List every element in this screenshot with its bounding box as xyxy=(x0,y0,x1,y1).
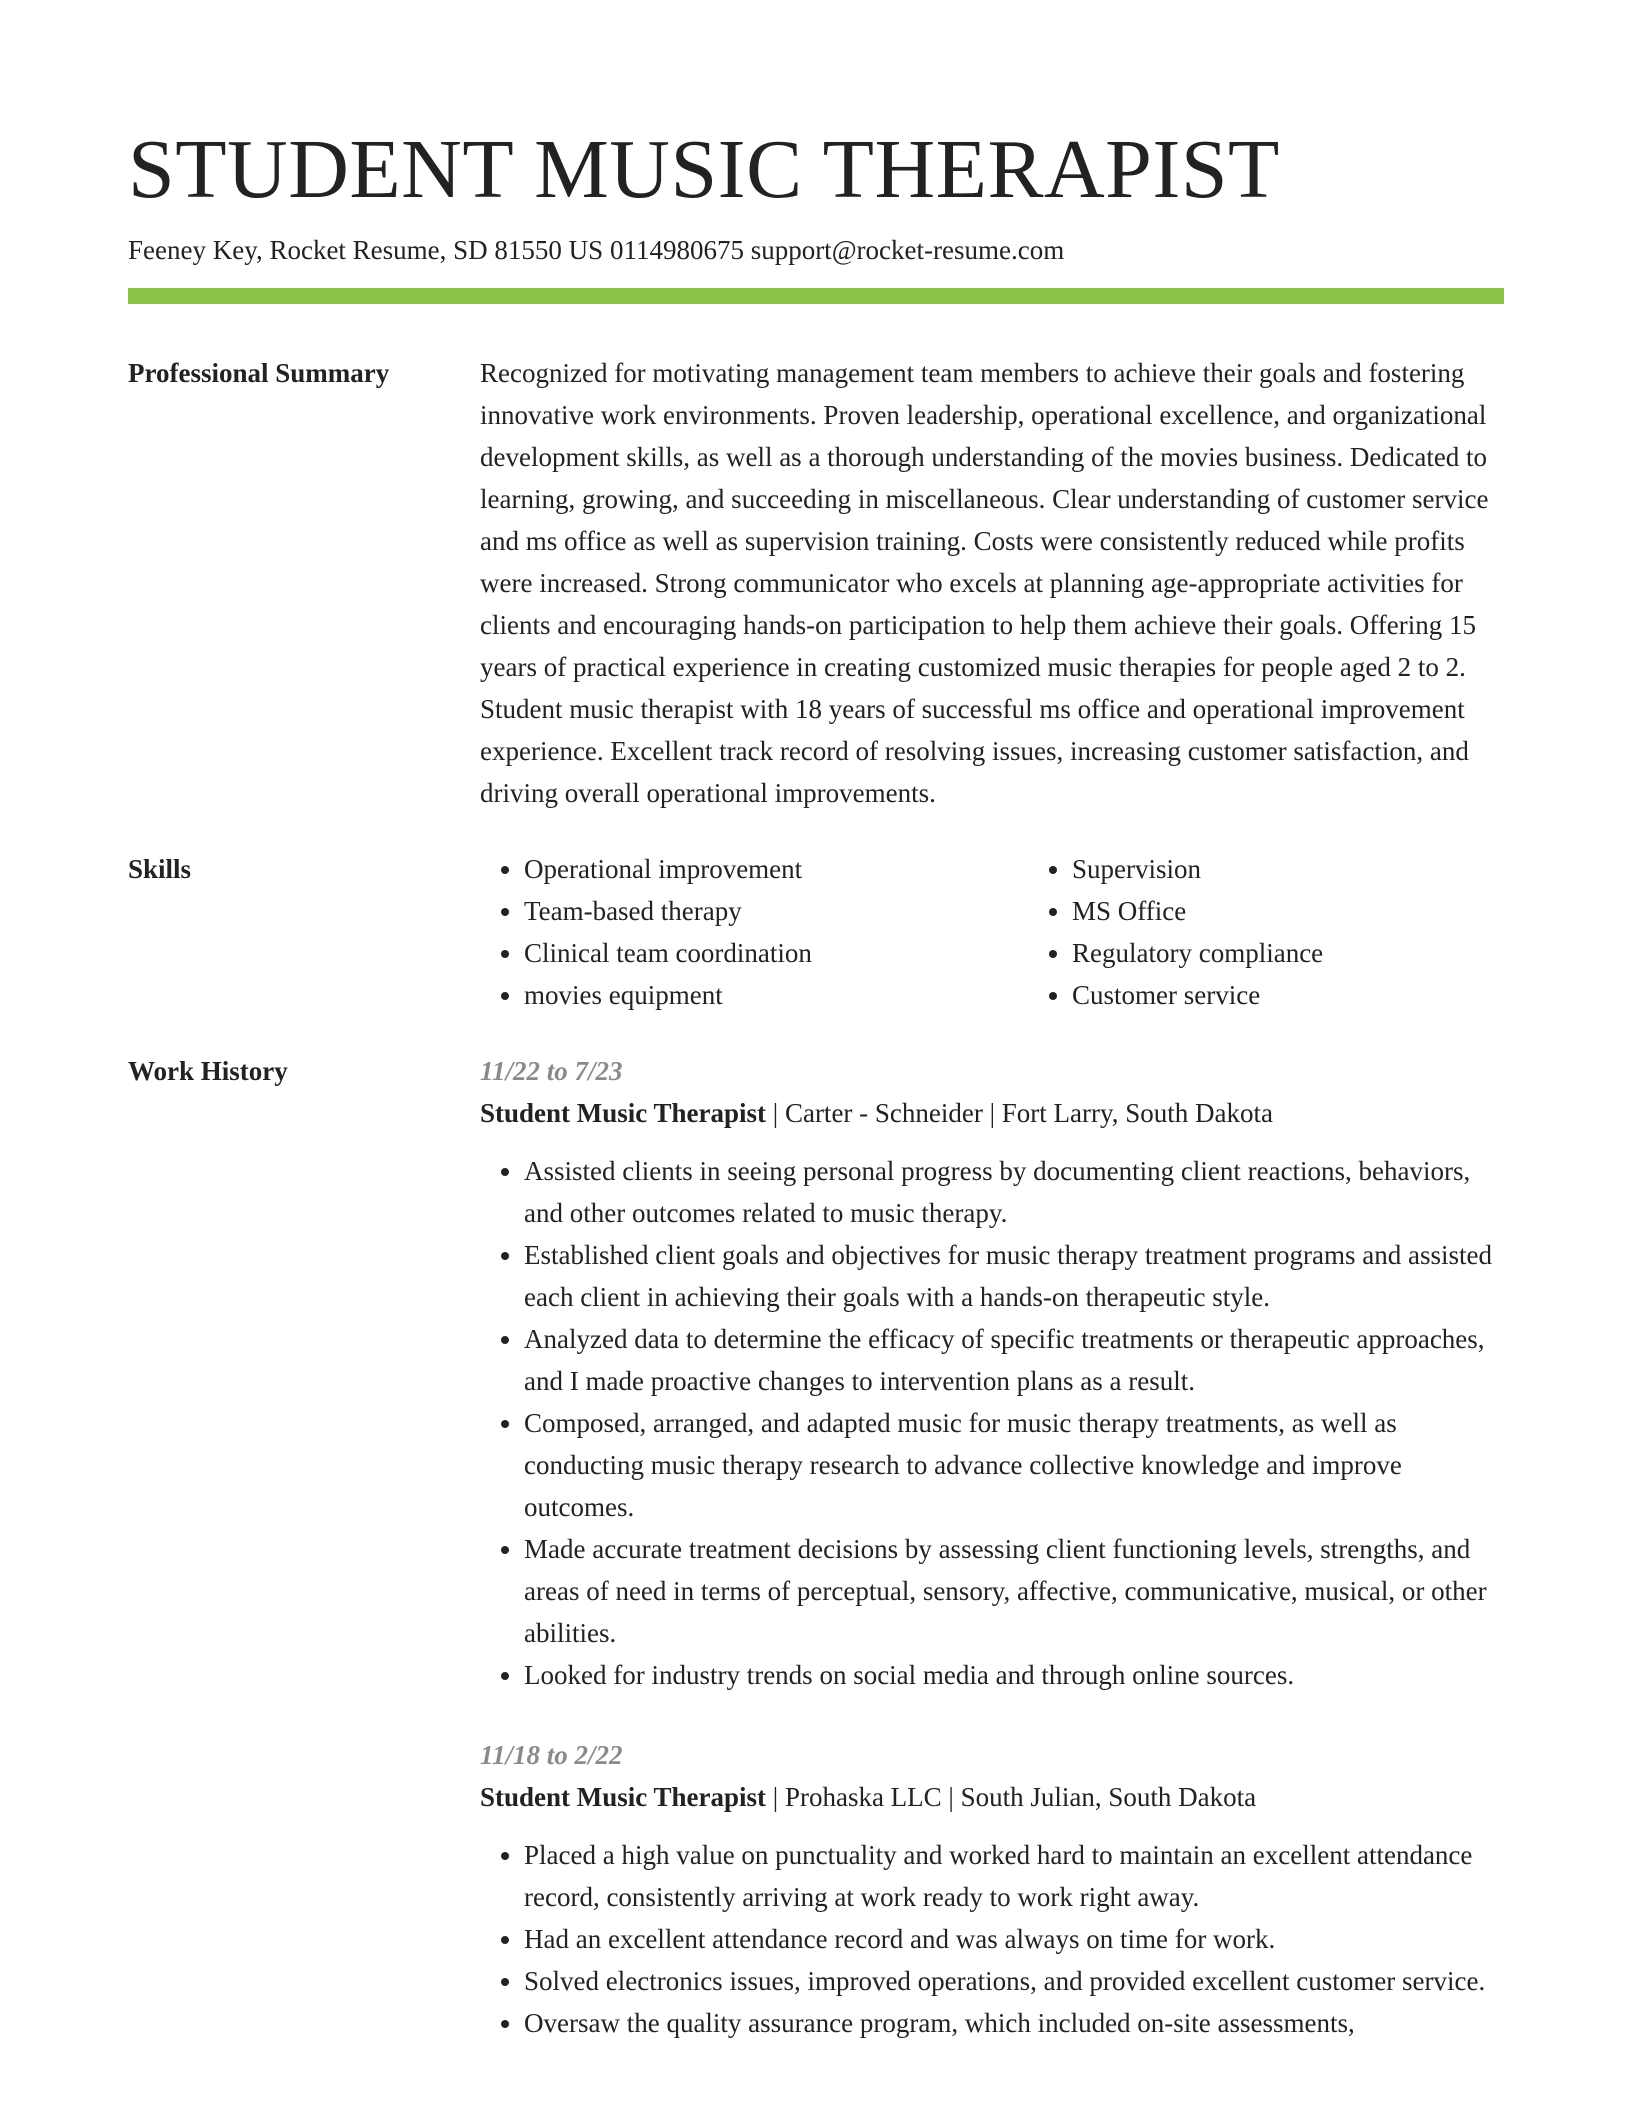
skills-title: Skills xyxy=(128,854,192,884)
job-dates: 11/22 to 7/23 xyxy=(480,1056,623,1086)
professional-summary-title: Professional Summary xyxy=(128,358,390,388)
skill-item: • MS Office xyxy=(1072,890,1576,932)
job-bullet: • Placed a high value on punctuality and worked hard to maintain an excellent attendance record, consistently arriving at work ready to work right away. xyxy=(524,1834,1504,1918)
job-bullet: • Assisted clients in seeing personal progress by documenting client reactions, behaviors, and other outcomes related to music therapy. xyxy=(524,1150,1504,1234)
job-bullet: • Made accurate treatment decisions by assessing client functioning levels, strengths, and areas of need in terms of perceptual, sensory, affective, communicative, musical, or other abilities. xyxy=(524,1528,1504,1654)
job-dates: 11/18 to 2/22 xyxy=(480,1740,623,1770)
work-history-title: Work History xyxy=(128,1056,288,1086)
job-bullet-list xyxy=(480,1834,1504,2044)
skill-item: • Operational improvement xyxy=(524,848,1028,890)
skills-section xyxy=(128,848,1504,1016)
professional-summary-text: Recognized for motivating management team members to achieve their goals and fostering innovative work environments. Proven leadership, operational excellence, and organizational development skills, as well as a thorough understanding of the movies business. Dedicated to learning, growing, and succeeding in miscellaneous. Clear understanding of customer service and ms office as well as supervision training. Costs were consistently reduced while profits were increased. Strong communicator who excels at planning age-appropriate activities for clients and encouraging hands-on participation to help them achieve their goals. Offering 15 years of practical experience in creating customized music therapies for people aged 2 to 2. Student music therapist with 18 years of successful ms office and operational improvement experience. Excellent track record of resolving issues, increasing customer satisfaction, and driving overall operational improvements. xyxy=(480,358,1489,808)
job-employer-location: | Prohaska LLC | South Julian, South Dakota xyxy=(766,1782,1257,1812)
job-employer-location: | Carter - Schneider | Fort Larry, South Dakota xyxy=(766,1098,1273,1128)
job-title: Student Music Therapist xyxy=(480,1098,767,1128)
skill-item: • Customer service xyxy=(1072,974,1576,1016)
skills-list-left xyxy=(480,848,1028,1016)
job-entry xyxy=(480,1050,1504,1696)
skill-item: • Supervision xyxy=(1072,848,1576,890)
job-title: Student Music Therapist xyxy=(480,1782,767,1812)
resume-page xyxy=(128,118,1504,2082)
professional-summary-section xyxy=(128,352,1504,814)
job-bullet: • Had an excellent attendance record and was always on time for work. xyxy=(524,1918,1504,1960)
job-bullet: • Analyzed data to determine the efficacy of specific treatments or therapeutic approaches, and I made proactive changes to intervention plans as a result. xyxy=(524,1318,1504,1402)
job-bullet: • Looked for industry trends on social media and through online sources. xyxy=(524,1654,1504,1696)
job-heading xyxy=(480,1092,1504,1134)
skills-list-right xyxy=(1028,848,1576,1016)
accent-divider xyxy=(128,288,1504,304)
contact-line: Feeney Key, Rocket Resume, SD 81550 US 0114980675 support@rocket-resume.com xyxy=(128,235,1065,265)
job-bullet: • Established client goals and objectives for music therapy treatment programs and assisted each client in achieving their goals with a hands-on therapeutic style. xyxy=(524,1234,1504,1318)
skill-item: • movies equipment xyxy=(524,974,1028,1016)
job-entry xyxy=(480,1734,1504,2044)
job-bullet: • Solved electronics issues, improved operations, and provided excellent customer service. xyxy=(524,1960,1504,2002)
job-bullet-list xyxy=(480,1150,1504,1696)
work-history-section xyxy=(128,1050,1504,2082)
resume-name-heading: STUDENT MUSIC THERAPIST xyxy=(128,123,1280,216)
job-bullet: • Oversaw the quality assurance program, which included on-site assessments, xyxy=(524,2002,1504,2044)
job-bullet: • Composed, arranged, and adapted music for music therapy treatments, as well as conducting music therapy research to advance collective knowledge and improve outcomes. xyxy=(524,1402,1504,1528)
skill-item: • Clinical team coordination xyxy=(524,932,1028,974)
skill-item: • Regulatory compliance xyxy=(1072,932,1576,974)
job-heading xyxy=(480,1776,1504,1818)
skill-item: • Team-based therapy xyxy=(524,890,1028,932)
